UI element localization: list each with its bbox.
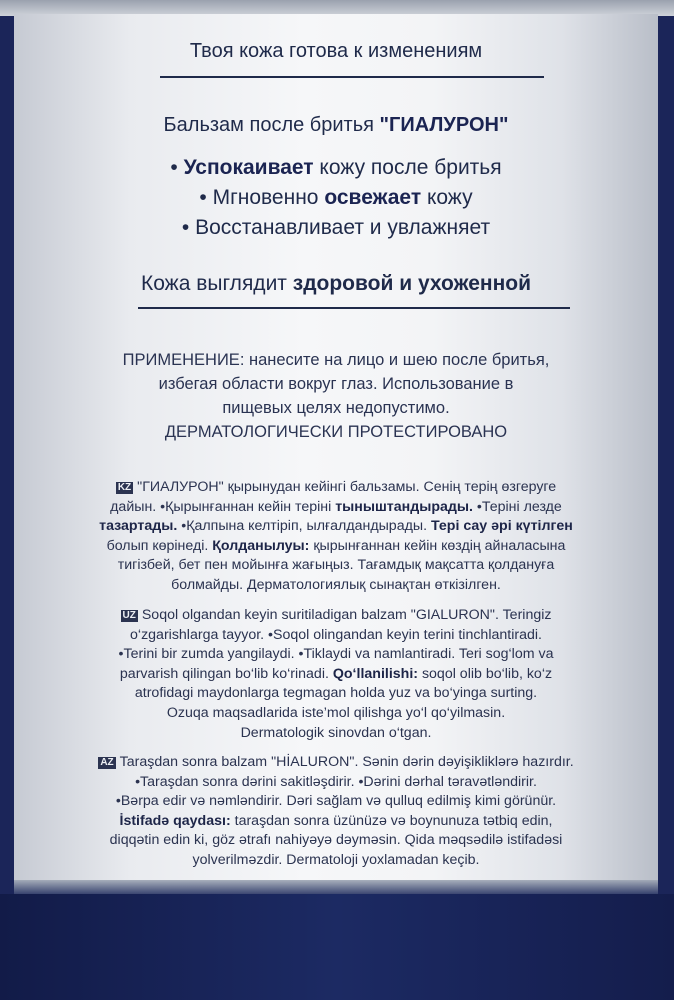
package-panel-shadow bbox=[14, 880, 658, 894]
benefit-1-text: кожу после бритья bbox=[313, 156, 502, 179]
uz-text-block bbox=[64, 606, 608, 743]
usage-line: пищевых целях недопустимо. bbox=[222, 399, 450, 417]
kz-text: қырынғаннан кейін көздің айналасына bbox=[309, 537, 566, 554]
kz-bold: Тері сау әрі күтілген bbox=[430, 518, 573, 535]
kz-line bbox=[64, 537, 608, 557]
kz-text: "ГИАЛУРОН" қырынудан кейінгі бальзамы. Сенің терің өзгеруге bbox=[137, 479, 557, 495]
kz-line: тигізбей, бет пен мойынға жағыңыз. Тағамдық мақсатта қолдануға bbox=[117, 557, 555, 574]
bullet: • bbox=[170, 156, 184, 179]
benefit-2-bold: освежает bbox=[324, 186, 422, 209]
claim-line bbox=[14, 272, 658, 296]
usage-line: ПРИМЕНЕНИЕ: нанесите на лицо и шею после бритья, bbox=[122, 351, 550, 369]
az-line: yolverilməzdir. Dermatoloji yoxlamadan keçib. bbox=[192, 851, 480, 868]
claim-bold: здоровой и ухоженной bbox=[292, 272, 531, 295]
bullet: • bbox=[181, 216, 196, 239]
kz-text: •Қалпына келтіріп, ылғалдандырады. bbox=[177, 518, 431, 535]
az-text: Taraşdan sonra balzam "HİALURON". Sənin dərin dəyişikliklərə hazırdır. bbox=[119, 754, 574, 770]
usage-line: ДЕРМАТОЛОГИЧЕСКИ ПРОТЕСТИРОВАНО bbox=[164, 423, 508, 441]
uz-line: atrofidagi maydonlarga tegmagan holda yuz va bo‘yinga surting. bbox=[134, 685, 538, 702]
kz-bold: тыныштандырады. bbox=[335, 498, 473, 515]
benefit-2-text: кожу bbox=[421, 186, 473, 209]
kz-line bbox=[64, 498, 608, 518]
product-name: "ГИАЛУРОН" bbox=[379, 114, 509, 136]
usage-line: избегая области вокруг глаз. Использование в bbox=[158, 375, 514, 393]
uz-badge: UZ bbox=[122, 610, 136, 621]
product-name-line bbox=[14, 114, 658, 137]
headline: Твоя кожа готова к изменениям bbox=[189, 40, 483, 62]
benefit-1 bbox=[14, 156, 658, 180]
benefit-2-pre: Мгновенно bbox=[212, 186, 325, 209]
bullet: • bbox=[199, 186, 213, 209]
uz-text: soqol olib bo‘lib, ko‘z bbox=[418, 665, 553, 682]
uz-line: Dermatologik sinovdan o‘tgan. bbox=[240, 724, 432, 741]
claim-pre: Кожа выглядит bbox=[141, 272, 293, 295]
benefit-2 bbox=[14, 186, 658, 210]
kz-text-block bbox=[64, 478, 608, 596]
kz-line bbox=[64, 517, 608, 537]
uz-text: parvarish qilingan bo‘lib ko‘rinadi. bbox=[119, 665, 333, 682]
kz-bold: Қолданылуы: bbox=[212, 537, 310, 554]
kz-line: болмайды. Дерматологиялық сынақтан өткізілген. bbox=[171, 576, 501, 593]
headline-underline bbox=[160, 76, 544, 78]
benefit-3 bbox=[14, 216, 658, 240]
uz-bold: Qo‘llanilishi: bbox=[332, 665, 418, 682]
package-bottom-band bbox=[0, 894, 674, 1000]
az-line: •Bərpa edir və nəmləndirir. Dəri sağlam və qulluq edilmiş kimi görünür. bbox=[115, 793, 557, 810]
usage-instructions bbox=[54, 348, 618, 444]
kz-line bbox=[64, 478, 608, 498]
az-line: •Taraşdan sonra dərini sakitləşdirir. •Dərini dərhal təravətləndirir. bbox=[135, 773, 537, 790]
uz-text: Soqol olgandan keyin suritiladigan balzam "GIALURON". Teringiz bbox=[141, 607, 552, 623]
kz-badge: KZ bbox=[117, 482, 132, 493]
az-bold: İstifadə qaydası: bbox=[119, 812, 231, 829]
az-text-block bbox=[64, 753, 608, 871]
kz-bold: тазартады. bbox=[99, 518, 178, 535]
benefit-3-text: Восстанавливает и увлажняет bbox=[195, 216, 491, 239]
uz-line: o‘zgarishlarga tayyor. •Soqol olingandan keyin terini tinchlantiradi. bbox=[130, 626, 542, 643]
az-badge: AZ bbox=[100, 757, 114, 768]
uz-line bbox=[64, 606, 608, 626]
kz-text: болып көрінеді. bbox=[106, 537, 213, 554]
claim-underline bbox=[138, 307, 570, 309]
benefit-1-bold: Успокаивает bbox=[183, 156, 314, 179]
kz-text: дайын. •Қырынғаннан кейін теріні bbox=[110, 498, 336, 515]
az-text: taraşdan sonra üzünüzə və boynunuza tətbiq edin, bbox=[230, 812, 553, 829]
uz-line: •Terini bir zumda yangilaydi. •Tiklaydi va namlantiradi. Teri sog‘lom va bbox=[118, 646, 554, 663]
product-prefix: Бальзам после бритья bbox=[163, 114, 380, 136]
uz-line bbox=[64, 665, 608, 685]
az-line: diqqətin edin ki, göz ətrafı nahiyəyə dəyməsin. Qida məqsədilə istifadəsi bbox=[109, 832, 563, 849]
kz-text: •Теріні лезде bbox=[472, 498, 562, 515]
az-line bbox=[64, 753, 608, 773]
uz-line: Ozuqa maqsadlarida iste’mol qilishga yo‘l qo‘yilmasin. bbox=[166, 704, 506, 721]
az-line bbox=[64, 812, 608, 832]
